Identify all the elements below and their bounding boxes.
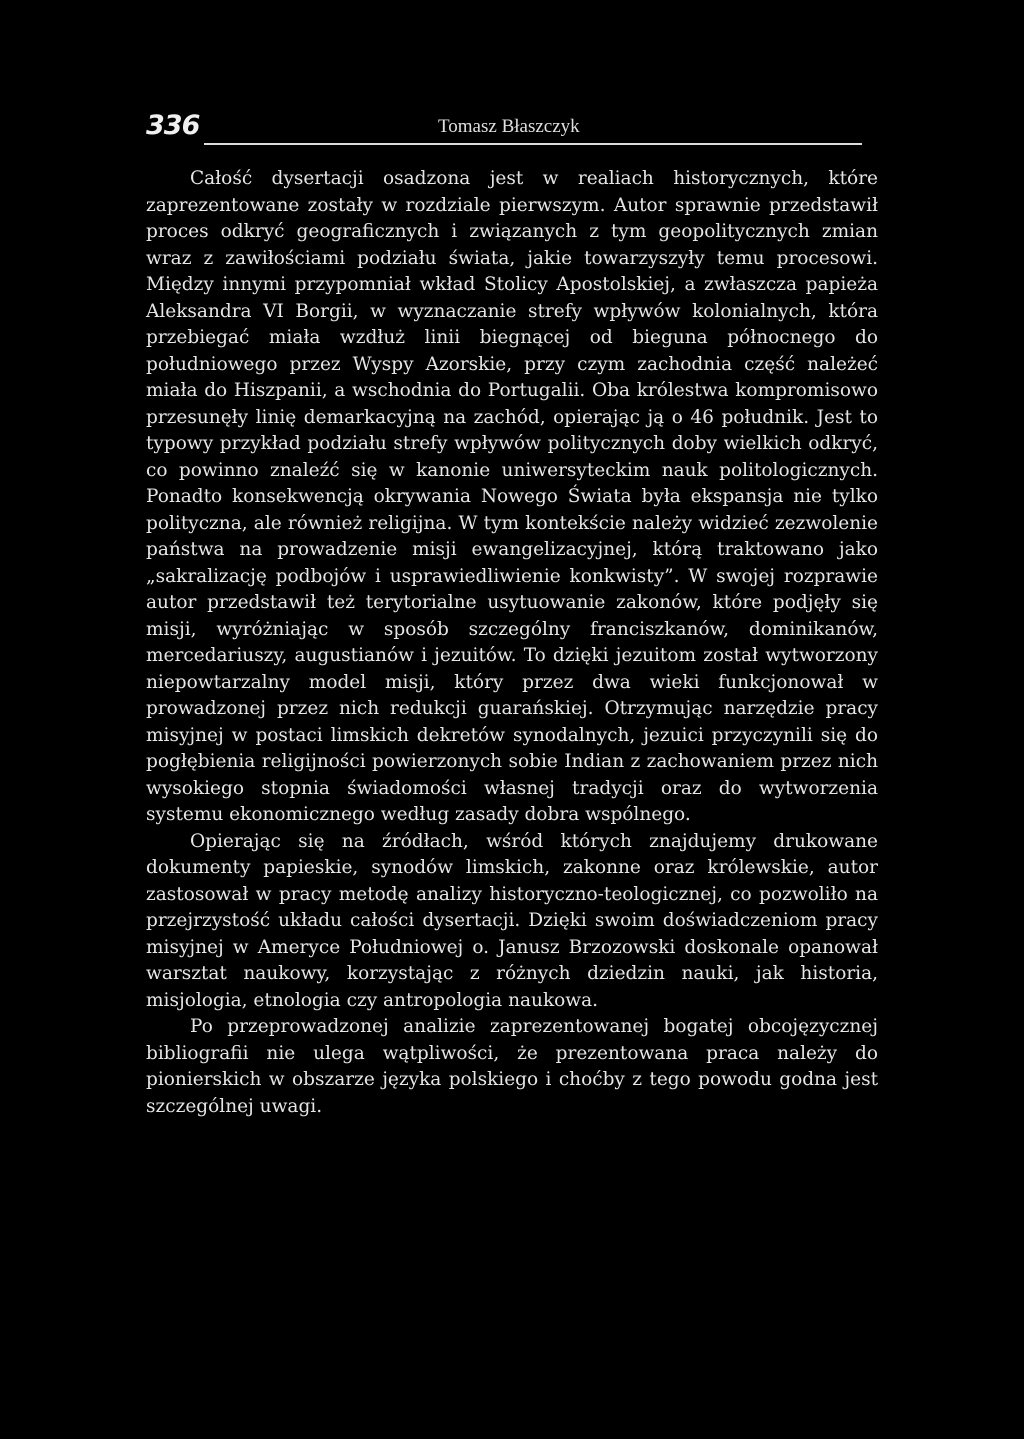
paragraph: Po przeprowadzonej analizie zaprezentowanej bogatej obcojęzycznej bibliografii nie ulega wątpliwości, że prezentowana praca należy do pionierskich w obszarze języka polskiego i choćby z tego powodu godna jest szczególnej uwagi.	[146, 1016, 878, 1117]
running-head	[146, 110, 878, 148]
running-head-author: Tomasz Błaszczyk	[438, 116, 580, 137]
header-rule	[204, 143, 862, 145]
paragraph: Opierając się na źródłach, wśród których znajdujemy drukowane dokumenty papieskie, synodów limskich, zakonne oraz królewskie, autor zastosował w pracy metodę analizy historyczno-teologicznej, co pozwoliło na przejrzystość układu całości dysertacji. Dzięki swoim doświadczeniom pracy misyjnej w Ameryce Południowej o. Janusz Brzozowski doskonale opanował warsztat naukowy, korzystając z różnych dziedzin nauki, jak historia, misjologia, etnologia czy antropologia naukowa.	[146, 830, 878, 1011]
paragraph: Całość dysertacji osadzona jest w realiach historycznych, które zaprezentowane zostały w rozdziale pierwszym. Autor sprawnie przedstawił proces odkryć geograficznych i związanych z tym geopolitycznych zmian wraz z zawiłościami podziału świata, jakie towarzyszyły temu procesowi. Między innymi przypomniał wkład Stolicy Apostolskiej, a zwłaszcza papieża Aleksandra VI Borgii, w wyznaczanie strefy wpływów kolonialnych, która przebiegać miała wzdłuż linii biegnącej od bieguna północnego do południowego przez Wyspy Azorskie, przy czym zachodnia część należeć miała do Hiszpanii, a wschodnia do Portugalii. Oba królestwa kompromisowo przesunęły linię demarkacyjną na zachód, opierając ją o 46 południk. Jest to typowy przykład podziału strefy wpływów politycznych doby wielkich odkryć, co powinno znaleźć się w kanonie uniwersyteckim nauk politologicznych. Ponadto konsekwencją okrywania Nowego Świata była ekspansja nie tylko polityczna, ale również religijna. W tym kontekście należy widzieć zezwolenie państwa na prowadzenie misji ewangelizacyjnej, którą traktowano jako „sakralizację podbojów i usprawiedliwienie konkwisty”. W swojej rozprawie autor przedstawił też terytorialne usytuowanie zakonów, które podjęły się misji, wyróżniając w sposób szczególny franciszkanów, dominikanów, mercedariuszy, augustianów i jezuitów. To dzięki jezuitom został wytworzony niepowtarzalny model misji, który przez dwa wieki funkcjonował w prowadzonej przez nich redukcji guarańskiej. Otrzymując narzędzie pracy misyjnej w postaci limskich dekretów synodalnych, jezuici przyczynili się do pogłębienia religijności powierzonych sobie Indian z zachowaniem przez nich wysokiego stopnia świadomości własnej tradycji oraz do wytworzenia systemu ekonomicznego według zasady dobra wspólnego.	[146, 168, 878, 825]
book-page	[146, 110, 878, 1120]
body-text	[146, 166, 878, 1120]
page-number: 336	[146, 110, 200, 141]
